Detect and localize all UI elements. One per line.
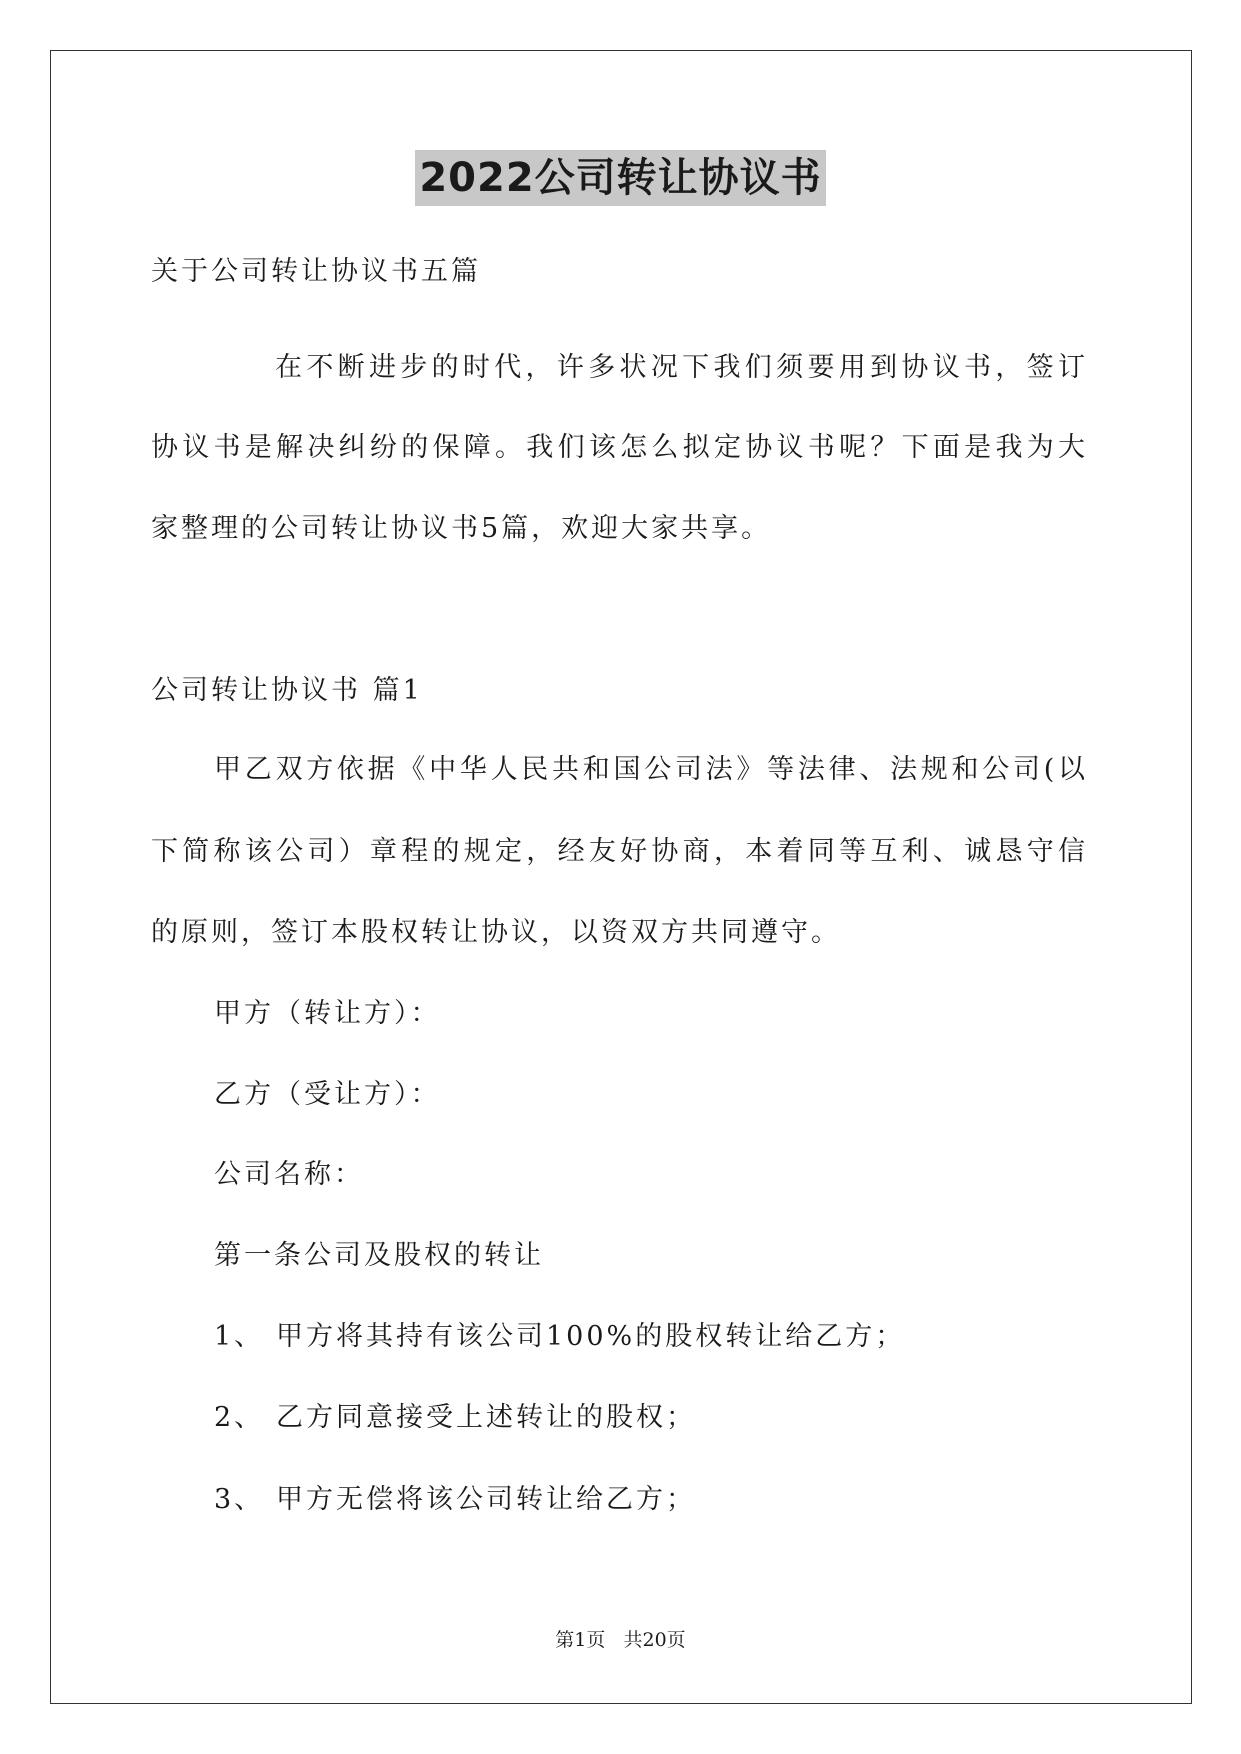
party-a-label: 甲方（转让方）： (214, 998, 441, 1029)
intro-line-3: 家整理的公司转让协议书5篇，欢迎大家共享。 (151, 513, 772, 544)
company-name-label: 公司名称： (214, 1159, 364, 1190)
list-item-text: 乙方同意接受上述转让的股权； (276, 1402, 696, 1433)
party-b-label: 乙方（受让方）： (214, 1079, 441, 1110)
list-item-text: 甲方无偿将该公司转让给乙方； (276, 1484, 696, 1515)
section-para-line-1: 甲乙双方依据《中华人民共和国公司法》等法律、法规和公司(以 (214, 754, 1085, 785)
page-footer: 第1页 共20页 (555, 1629, 686, 1651)
list-item-number: 2、 (214, 1402, 265, 1433)
list-item-text: 甲方将其持有该公司100%的股权转让给乙方； (276, 1321, 906, 1352)
document-subtitle: 关于公司转让协议书五篇 (151, 256, 481, 287)
intro-line-2: 协议书是解决纠纷的保障。我们该怎么拟定协议书呢？下面是我为大 (151, 432, 1085, 463)
list-item-number: 1、 (214, 1321, 265, 1352)
list-item (214, 1398, 696, 1438)
document-title: 2022公司转让协议书 (415, 150, 825, 206)
section-para-line-3: 的原则，签订本股权转让协议，以资双方共同遵守。 (151, 917, 841, 948)
article-heading: 第一条公司及股权的转让 (214, 1240, 544, 1271)
page-border (50, 50, 1192, 1704)
list-item (214, 1317, 905, 1357)
list-item-number: 3、 (214, 1484, 265, 1515)
section-para-line-2: 下简称该公司）章程的规定，经友好协商，本着同等互利、诚恳守信 (151, 836, 1085, 867)
title-container (0, 150, 1241, 206)
section-heading: 公司转让协议书 篇1 (151, 675, 423, 706)
list-item (214, 1480, 696, 1520)
intro-line-1: 在不断进步的时代，许多状况下我们须要用到协议书，签订 (275, 352, 1085, 383)
